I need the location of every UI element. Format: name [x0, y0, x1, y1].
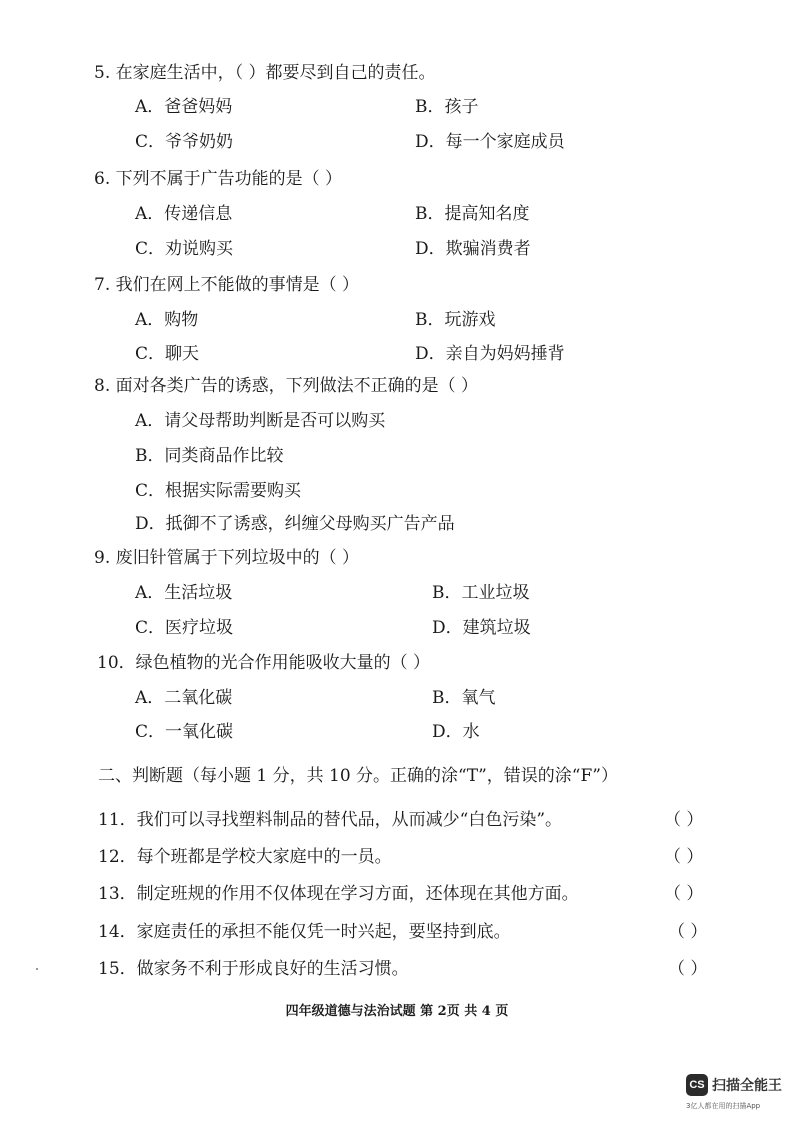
- judge-item-14: 14．家庭责任的承担不能仅凭一时兴起，要坚持到底。: [98, 922, 511, 942]
- question-5-stem: 5. 在家庭生活中，（ ）都要尽到自己的责任。: [94, 63, 436, 83]
- judge-item-11: 11．我们可以寻找塑料制品的替代品，从而减少“白色污染”。: [98, 810, 563, 830]
- watermark-app-name: 扫描全能王: [712, 1078, 782, 1094]
- judge-item-11-answer-paren: （ ）: [664, 810, 704, 830]
- question-6-stem: 6. 下列不属于广告功能的是（ ）: [94, 169, 343, 189]
- question-10-option-a: A．二氧化碳: [135, 688, 233, 708]
- watermark-tagline: 3亿人都在用的扫描App: [686, 1102, 761, 1110]
- question-9-option-b: B．工业垃圾: [432, 583, 530, 603]
- judge-item-15-answer-paren: （ ）: [668, 959, 708, 979]
- question-6-option-d: D．欺骗消费者: [415, 239, 531, 259]
- judge-item-14-answer-paren: （ ）: [668, 922, 708, 942]
- judge-item-13-answer-paren: （ ）: [664, 884, 704, 904]
- judge-item-12: 12．每个班都是学校大家庭中的一员。: [98, 847, 392, 867]
- question-5-option-a: A．爸爸妈妈: [135, 97, 233, 117]
- question-7-stem: 7. 我们在网上不能做的事情是（ ）: [94, 275, 360, 295]
- question-7-option-a: A．购物: [135, 310, 199, 330]
- question-9-option-a: A．生活垃圾: [135, 583, 233, 603]
- camscanner-watermark: [686, 1074, 794, 1118]
- judge-item-12-answer-paren: （ ）: [664, 847, 704, 867]
- scan-speck: [36, 968, 38, 970]
- question-5-option-c: C．爷爷奶奶: [135, 132, 234, 152]
- question-6-option-b: B．提高知名度: [415, 204, 530, 224]
- question-9-option-d: D．建筑垃圾: [432, 618, 531, 638]
- question-8-stem: 8. 面对各类广告的诱惑，下列做法不正确的是（ ）: [94, 376, 479, 396]
- question-5-option-b: B．孩子: [415, 97, 479, 117]
- question-10-stem: 10．绿色植物的光合作用能吸收大量的（ ）: [97, 653, 431, 673]
- question-6-option-c: C．劝说购买: [135, 239, 234, 259]
- question-10-option-d: D．水: [432, 722, 480, 742]
- judge-item-13: 13．制定班规的作用不仅体现在学习方面，还体现在其他方面。: [98, 884, 579, 904]
- cs-logo-icon: CS: [686, 1074, 708, 1096]
- question-6-option-a: A．传递信息: [135, 204, 233, 224]
- question-8-option-b: B．同类商品作比较: [135, 446, 284, 466]
- question-7-option-c: C．聊天: [135, 344, 200, 364]
- question-8-option-a: A．请父母帮助判断是否可以购买: [135, 411, 386, 431]
- question-8-option-d: D．抵御不了诱惑，纠缠父母购买广告产品: [135, 514, 455, 534]
- question-10-option-b: B．氧气: [432, 688, 496, 708]
- question-7-option-b: B．玩游戏: [415, 310, 496, 330]
- question-9-stem: 9. 废旧针管属于下列垃圾中的（ ）: [94, 548, 360, 568]
- page-footer: 四年级道德与法治试题 第 2页 共 4 页: [285, 1004, 509, 1019]
- question-5-option-d: D．每一个家庭成员: [415, 132, 565, 152]
- judge-item-15: 15．做家务不利于形成良好的生活习惯。: [98, 959, 409, 979]
- question-9-option-c: C．医疗垃圾: [135, 618, 234, 638]
- section-2-title: 二、判断题（每小题 1 分，共 10 分。正确的涂“T”，错误的涂“F”）: [98, 766, 618, 786]
- question-10-option-c: C．一氧化碳: [135, 722, 234, 742]
- question-7-option-d: D．亲自为妈妈捶背: [415, 344, 565, 364]
- question-8-option-c: C．根据实际需要购买: [135, 481, 302, 501]
